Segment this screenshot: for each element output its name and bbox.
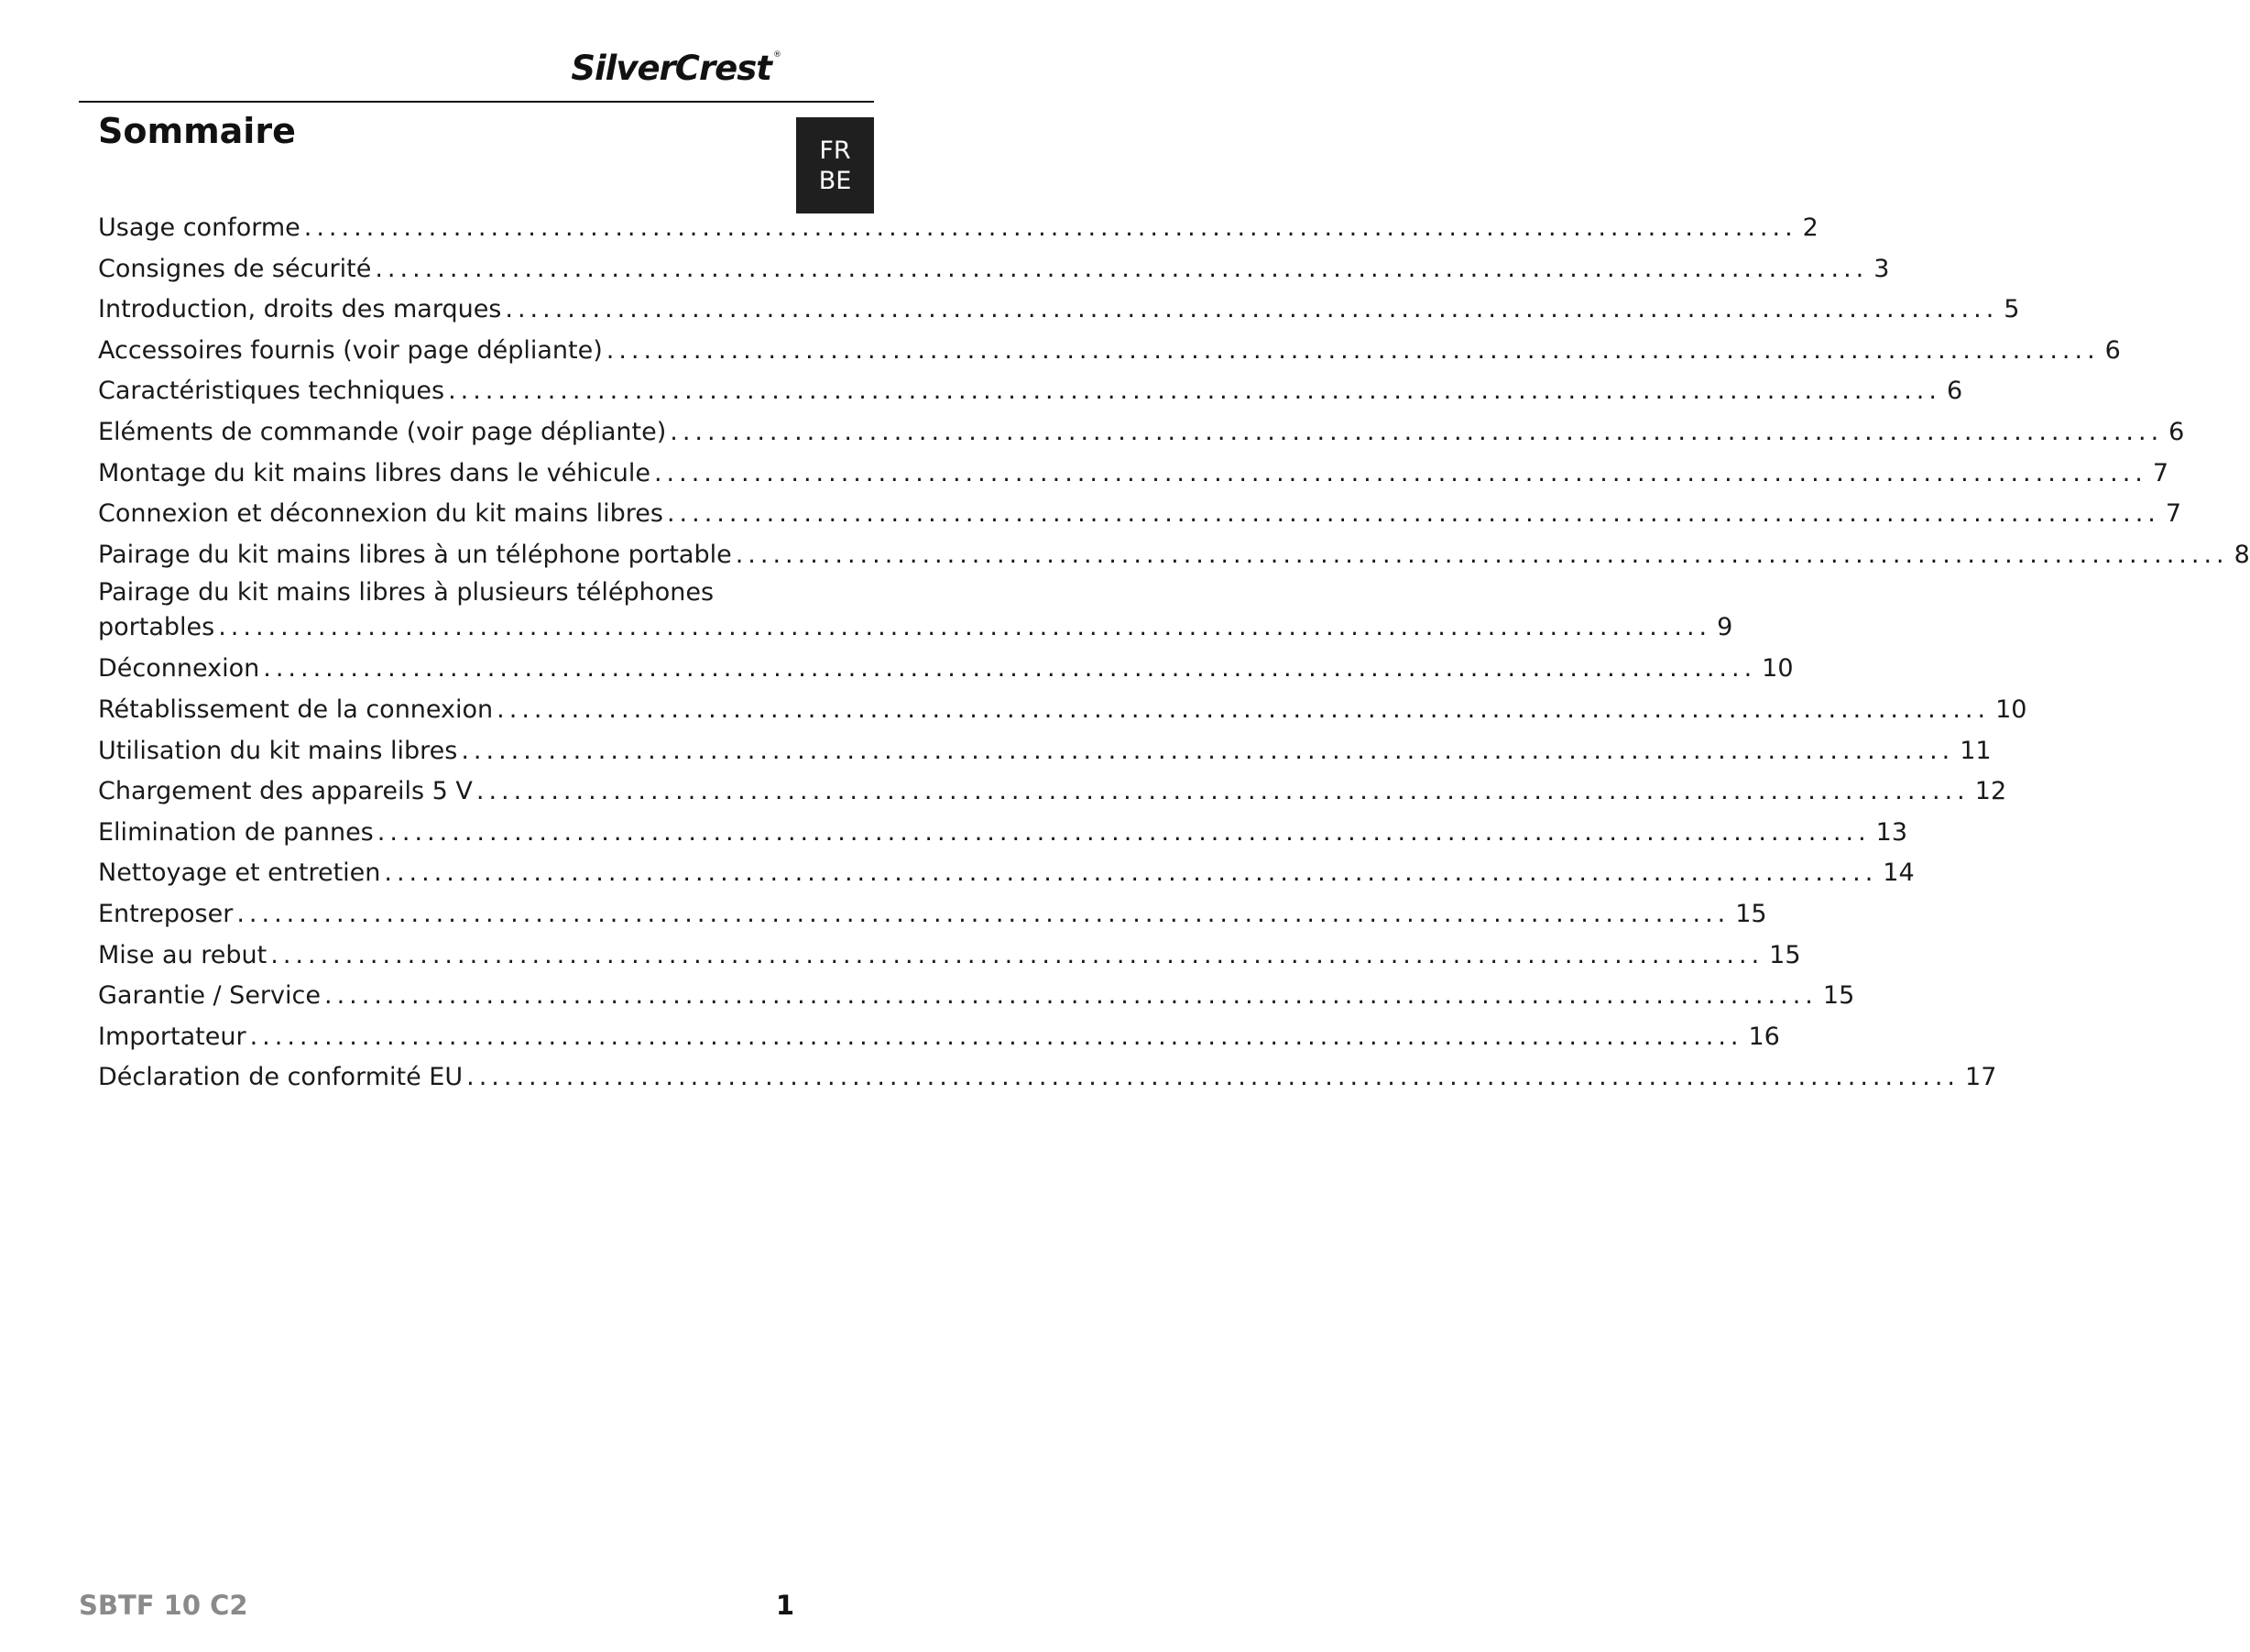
toc-entry-title: Déconnexion (98, 654, 260, 684)
dot-leader: ........................................................................................................................ (384, 859, 1878, 888)
dot-leader: ........................................................................................................................ (323, 981, 1818, 1011)
toc-entry-page: 7 (2152, 458, 2169, 487)
toc-entry-title: Usage conforme (98, 213, 300, 242)
lang-code-fr: FR (819, 136, 851, 165)
registered-mark: ® (773, 50, 781, 60)
toc-entry-title: Mise au rebut (98, 940, 268, 969)
toc-entry-page: 11 (1960, 736, 1992, 765)
dot-leader: ........................................................................................................................ (263, 654, 1757, 684)
dot-leader: ........................................................................................................................ (666, 499, 2160, 529)
dot-leader: ........................................................................................................................ (475, 777, 1970, 806)
toc-entry-page: 6 (2168, 417, 2185, 446)
table-of-contents (98, 208, 2250, 1099)
page-title: Sommaire (98, 111, 296, 151)
dot-leader: ........................................................................................................................ (249, 1022, 1743, 1051)
toc-entry[interactable] (98, 771, 2007, 813)
toc-entry[interactable] (98, 731, 1992, 772)
toc-entry[interactable] (98, 494, 2182, 535)
dot-leader: ........................................................................................................................ (218, 613, 1712, 642)
toc-entry-title: Pairage du kit mains libres à un téléphone portable (98, 540, 732, 569)
toc-entry[interactable] (98, 935, 1801, 977)
toc-entry[interactable] (98, 249, 1890, 290)
toc-entry-title-cont: portables (98, 613, 215, 642)
toc-entry-title: Pairage du kit mains libres à plusieurs téléphones (98, 578, 715, 607)
toc-entry-page: 5 (2004, 295, 2020, 324)
dot-leader: ........................................................................................................................ (375, 254, 1869, 283)
toc-entry-title: Caractéristiques techniques (98, 377, 445, 406)
toc-entry-page: 10 (1995, 695, 2027, 724)
lang-code-be: BE (818, 166, 852, 195)
toc-entry[interactable] (98, 454, 2169, 495)
toc-entry-page: 6 (2104, 335, 2121, 365)
toc-entry-page: 3 (1873, 254, 1890, 283)
toc-entry[interactable] (98, 690, 2027, 731)
toc-entry-title: Rétablissement de la connexion (98, 695, 494, 724)
dot-leader: ........................................................................................................................ (606, 335, 2100, 365)
toc-entry-page: 15 (1769, 940, 1801, 969)
dot-leader: ........................................................................................................................ (236, 899, 1731, 928)
toc-entry[interactable] (98, 331, 2121, 372)
toc-entry-title: Entreposer (98, 899, 234, 928)
dot-leader: ........................................................................................................................ (461, 736, 1955, 765)
dot-leader: ........................................................................................................................ (735, 540, 2229, 569)
toc-entry-page: 13 (1875, 817, 1908, 847)
brand-name: SilverCrest (571, 49, 771, 88)
toc-entry[interactable] (98, 1057, 1997, 1099)
toc-entry-title: Garantie / Service (98, 981, 321, 1011)
toc-entry-title: Montage du kit mains libres dans le véhicule (98, 458, 650, 487)
toc-entry[interactable] (98, 371, 1963, 412)
toc-entry[interactable] (98, 813, 1908, 854)
toc-entry-title: Elimination de pannes (98, 817, 374, 847)
toc-entry-page: 8 (2234, 540, 2250, 569)
dot-leader: ........................................................................................................................ (448, 377, 1941, 406)
brand-logo (571, 49, 781, 88)
toc-entry[interactable] (98, 853, 1915, 894)
toc-entry[interactable] (98, 1017, 1780, 1058)
dot-leader: ........................................................................................................................ (653, 458, 2147, 487)
toc-entry-title: Connexion et déconnexion du kit mains libres (98, 499, 663, 529)
toc-entry-page: 16 (1748, 1022, 1780, 1051)
toc-entry-title: Utilisation du kit mains libres (98, 736, 458, 765)
toc-entry[interactable] (98, 535, 2250, 576)
header-rule (79, 101, 874, 103)
toc-entry-title: Eléments de commande (voir page dépliante) (98, 417, 667, 446)
toc-entry[interactable] (98, 894, 1767, 935)
dot-leader: ........................................................................................................................ (303, 213, 1797, 242)
dot-leader: ........................................................................................................................ (505, 295, 1999, 324)
toc-entry-page: 12 (1974, 777, 2007, 806)
page-number: 1 (775, 1590, 794, 1621)
toc-entry-title: Consignes de sécurité (98, 254, 372, 283)
toc-entry-title: Chargement des appareils 5 V (98, 777, 473, 806)
toc-entry-title: Introduction, droits des marques (98, 295, 502, 324)
toc-entry-title: Importateur (98, 1022, 246, 1051)
toc-entry-page: 15 (1735, 899, 1767, 928)
toc-entry-title: Accessoires fournis (voir page dépliante) (98, 335, 603, 365)
dot-leader: ........................................................................................................................ (497, 695, 1991, 724)
toc-entry[interactable] (98, 208, 1819, 249)
toc-entry-page: 2 (1802, 213, 1819, 242)
toc-entry[interactable] (98, 649, 1794, 690)
toc-entry[interactable] (98, 412, 2185, 454)
toc-entry[interactable] (98, 290, 2020, 331)
dot-leader: ........................................................................................................................ (377, 817, 1871, 847)
toc-entry-title: Déclaration de conformité EU (98, 1063, 464, 1092)
toc-entry-title: Nettoyage et entretien (98, 859, 381, 888)
toc-entry[interactable] (98, 575, 1733, 649)
language-tab (796, 117, 874, 213)
dot-leader: ........................................................................................................................ (270, 940, 1764, 969)
toc-entry-page: 14 (1883, 859, 1915, 888)
toc-entry-page: 10 (1762, 654, 1794, 684)
toc-entry-line2 (98, 610, 1733, 645)
toc-entry-page: 9 (1717, 613, 1733, 642)
toc-entry-page: 15 (1822, 981, 1855, 1011)
toc-entry-page: 17 (1965, 1063, 1997, 1092)
toc-entry-page: 6 (1946, 377, 1963, 406)
toc-entry-page: 7 (2165, 499, 2182, 529)
dot-leader: ........................................................................................................................ (466, 1063, 1961, 1092)
dot-leader: ........................................................................................................................ (670, 417, 2164, 446)
toc-entry[interactable] (98, 976, 1855, 1017)
model-number: SBTF 10 C2 (79, 1590, 248, 1621)
